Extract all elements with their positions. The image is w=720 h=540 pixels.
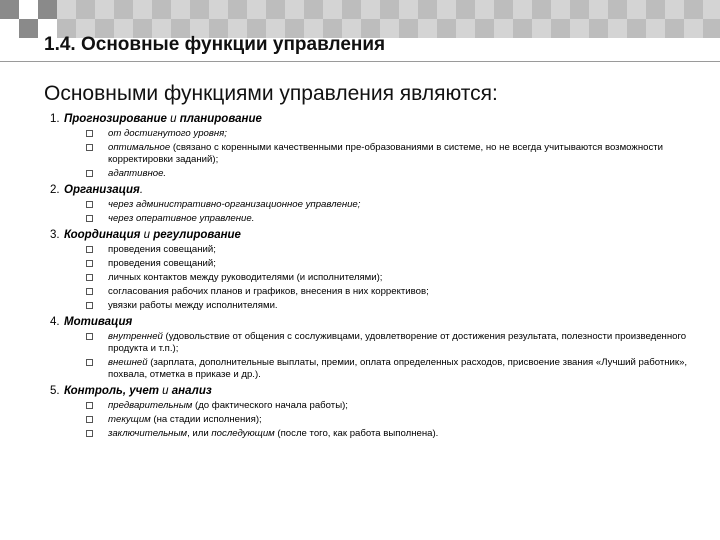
- checker-cell: [190, 0, 209, 19]
- checker-cell: [133, 0, 152, 19]
- checker-cell: [665, 19, 684, 38]
- section-items: [50, 400, 690, 440]
- section-title-part: планирование: [179, 113, 262, 125]
- checker-cell: [646, 0, 665, 19]
- checker-cell: [589, 0, 608, 19]
- list-item: [50, 400, 690, 412]
- list-item: [50, 168, 690, 180]
- checker-cell: [703, 0, 720, 19]
- checker-cell: [570, 0, 589, 19]
- checker-cell: [456, 19, 475, 38]
- item-text: адаптивное.: [108, 168, 167, 179]
- section-title-part: анализ: [171, 385, 212, 397]
- checker-cell: [703, 19, 720, 38]
- item-text: предварительным: [108, 400, 193, 411]
- section-heading: [50, 112, 690, 126]
- checker-cell: [285, 0, 304, 19]
- square-bullet-icon: [86, 416, 93, 423]
- item-text: заключительным: [108, 428, 188, 439]
- checker-cell: [114, 0, 133, 19]
- square-bullet-icon: [86, 144, 93, 151]
- checker-cell: [532, 19, 551, 38]
- list-item: [50, 414, 690, 426]
- checker-cell: [608, 19, 627, 38]
- section-heading: [50, 228, 690, 242]
- section-number: 5.: [50, 385, 60, 397]
- checker-cell: [304, 0, 323, 19]
- checker-cell: [627, 0, 646, 19]
- checker-cell: [228, 0, 247, 19]
- checker-cell: [57, 0, 76, 19]
- section-items: [50, 244, 690, 312]
- checker-cell: [684, 19, 703, 38]
- checker-cell: [399, 19, 418, 38]
- checker-cell: [247, 0, 266, 19]
- section-heading: [50, 384, 690, 398]
- square-bullet-icon: [86, 170, 93, 177]
- list-item: [50, 244, 690, 256]
- checker-cell: [209, 0, 228, 19]
- section-title-part: Контроль, учет: [64, 385, 159, 397]
- checker-cell: [19, 19, 38, 38]
- checker-cell: [418, 0, 437, 19]
- slide-title: 1.4. Основные функции управления: [44, 34, 386, 55]
- checker-cell: [437, 0, 456, 19]
- checker-cell: [551, 0, 570, 19]
- checker-cell: [342, 0, 361, 19]
- slide-subtitle: Основными функциями управления являются:: [44, 82, 498, 105]
- checker-cell: [399, 0, 418, 19]
- section-number: 4.: [50, 316, 60, 328]
- item-text: (удовольствие от общения с сослуживцами, удовлетворение от достижения результата, полезности произведенного продукта и т.п.);: [108, 331, 687, 354]
- checker-cell: [361, 0, 380, 19]
- item-text: оптимальное: [108, 142, 171, 153]
- decorative-checker-pattern: [0, 0, 720, 38]
- checker-cell: [551, 19, 570, 38]
- checker-cell: [532, 0, 551, 19]
- item-text: (после того, как работа выполнена).: [274, 428, 439, 439]
- section-title-part: Прогнозирование: [64, 113, 167, 125]
- checker-cell: [76, 0, 95, 19]
- list-item: [50, 357, 690, 381]
- section-number: 3.: [50, 229, 60, 241]
- square-bullet-icon: [86, 402, 93, 409]
- item-text: (связано с коренными качественными пре-образованиями в системе, но не всегда учитываются возможности корректировки заданий);: [108, 142, 664, 165]
- section-title-part: и: [158, 385, 172, 397]
- section-number: 2.: [50, 184, 60, 196]
- section-title-part: и: [166, 113, 180, 125]
- checker-cell: [418, 19, 437, 38]
- item-text: проведения совещаний;: [108, 244, 216, 255]
- checker-cell: [38, 0, 57, 19]
- functions-list: [50, 112, 690, 442]
- list-item: [50, 286, 690, 298]
- section-heading: [50, 183, 690, 197]
- square-bullet-icon: [86, 130, 93, 137]
- item-text: личных контактов между руководителями (и исполнителями);: [108, 272, 383, 283]
- section-number: 1.: [50, 113, 60, 125]
- list-item: [50, 300, 690, 312]
- item-text: последующим: [211, 428, 275, 439]
- list-item: [50, 428, 690, 440]
- checker-cell: [608, 0, 627, 19]
- section-title-part: Мотивация: [64, 316, 133, 328]
- section-title-part: .: [139, 184, 144, 196]
- square-bullet-icon: [86, 246, 93, 253]
- square-bullet-icon: [86, 215, 93, 222]
- item-text: (на стадии исполнения);: [150, 414, 262, 425]
- square-bullet-icon: [86, 201, 93, 208]
- section-title-part: и: [140, 229, 154, 241]
- list-item: [50, 213, 690, 225]
- list-item: [50, 272, 690, 284]
- checker-cell: [437, 19, 456, 38]
- item-text: увязки работы между исполнителями.: [108, 300, 278, 311]
- square-bullet-icon: [86, 274, 93, 281]
- list-item: [50, 199, 690, 211]
- checker-cell: [627, 19, 646, 38]
- item-text: проведения совещаний;: [108, 258, 216, 269]
- section-items: [50, 199, 690, 225]
- checker-cell: [665, 0, 684, 19]
- checker-cell: [323, 0, 342, 19]
- item-text: через оперативное управление.: [108, 213, 255, 224]
- checker-cell: [380, 0, 399, 19]
- list-item: [50, 331, 690, 355]
- square-bullet-icon: [86, 430, 93, 437]
- checker-cell: [475, 19, 494, 38]
- section-title-part: Организация: [64, 184, 140, 196]
- list-item: [50, 128, 690, 140]
- item-text: , или: [187, 428, 212, 439]
- item-text: (зарплата, дополнительные выплаты, премии, оплата определенных расходов, присвоение звания «Лучший работник», похвала, отметка в приказе и др.).: [108, 357, 688, 380]
- item-text: от достигнутого уровня;: [108, 128, 227, 139]
- checker-cell: [475, 0, 494, 19]
- item-text: текущим: [108, 414, 151, 425]
- item-text: внутренней: [108, 331, 163, 342]
- section-items: [50, 128, 690, 180]
- section-title-part: регулирование: [153, 229, 241, 241]
- checker-cell: [0, 19, 19, 38]
- checker-cell: [19, 0, 38, 19]
- section-items: [50, 331, 690, 381]
- square-bullet-icon: [86, 302, 93, 309]
- square-bullet-icon: [86, 288, 93, 295]
- checker-cell: [0, 0, 19, 19]
- item-text: внешней: [108, 357, 148, 368]
- checker-cell: [646, 19, 665, 38]
- item-text: (до фактического начала работы);: [192, 400, 348, 411]
- checker-cell: [171, 0, 190, 19]
- checker-cell: [494, 19, 513, 38]
- item-text: согласования рабочих планов и графиков, внесения в них коррективов;: [108, 286, 429, 297]
- item-text: через административно-организационное управление;: [108, 199, 361, 210]
- list-item: [50, 258, 690, 270]
- checker-cell: [589, 19, 608, 38]
- square-bullet-icon: [86, 260, 93, 267]
- checker-cell: [456, 0, 475, 19]
- checker-cell: [684, 0, 703, 19]
- checker-cell: [494, 0, 513, 19]
- list-item: [50, 142, 690, 166]
- square-bullet-icon: [86, 333, 93, 340]
- section-heading: [50, 315, 690, 329]
- checker-cell: [513, 19, 532, 38]
- section-title-part: Координация: [64, 229, 141, 241]
- checker-cell: [266, 0, 285, 19]
- checker-cell: [95, 0, 114, 19]
- checker-cell: [152, 0, 171, 19]
- title-divider: [0, 61, 720, 62]
- checker-cell: [570, 19, 589, 38]
- square-bullet-icon: [86, 359, 93, 366]
- checker-cell: [513, 0, 532, 19]
